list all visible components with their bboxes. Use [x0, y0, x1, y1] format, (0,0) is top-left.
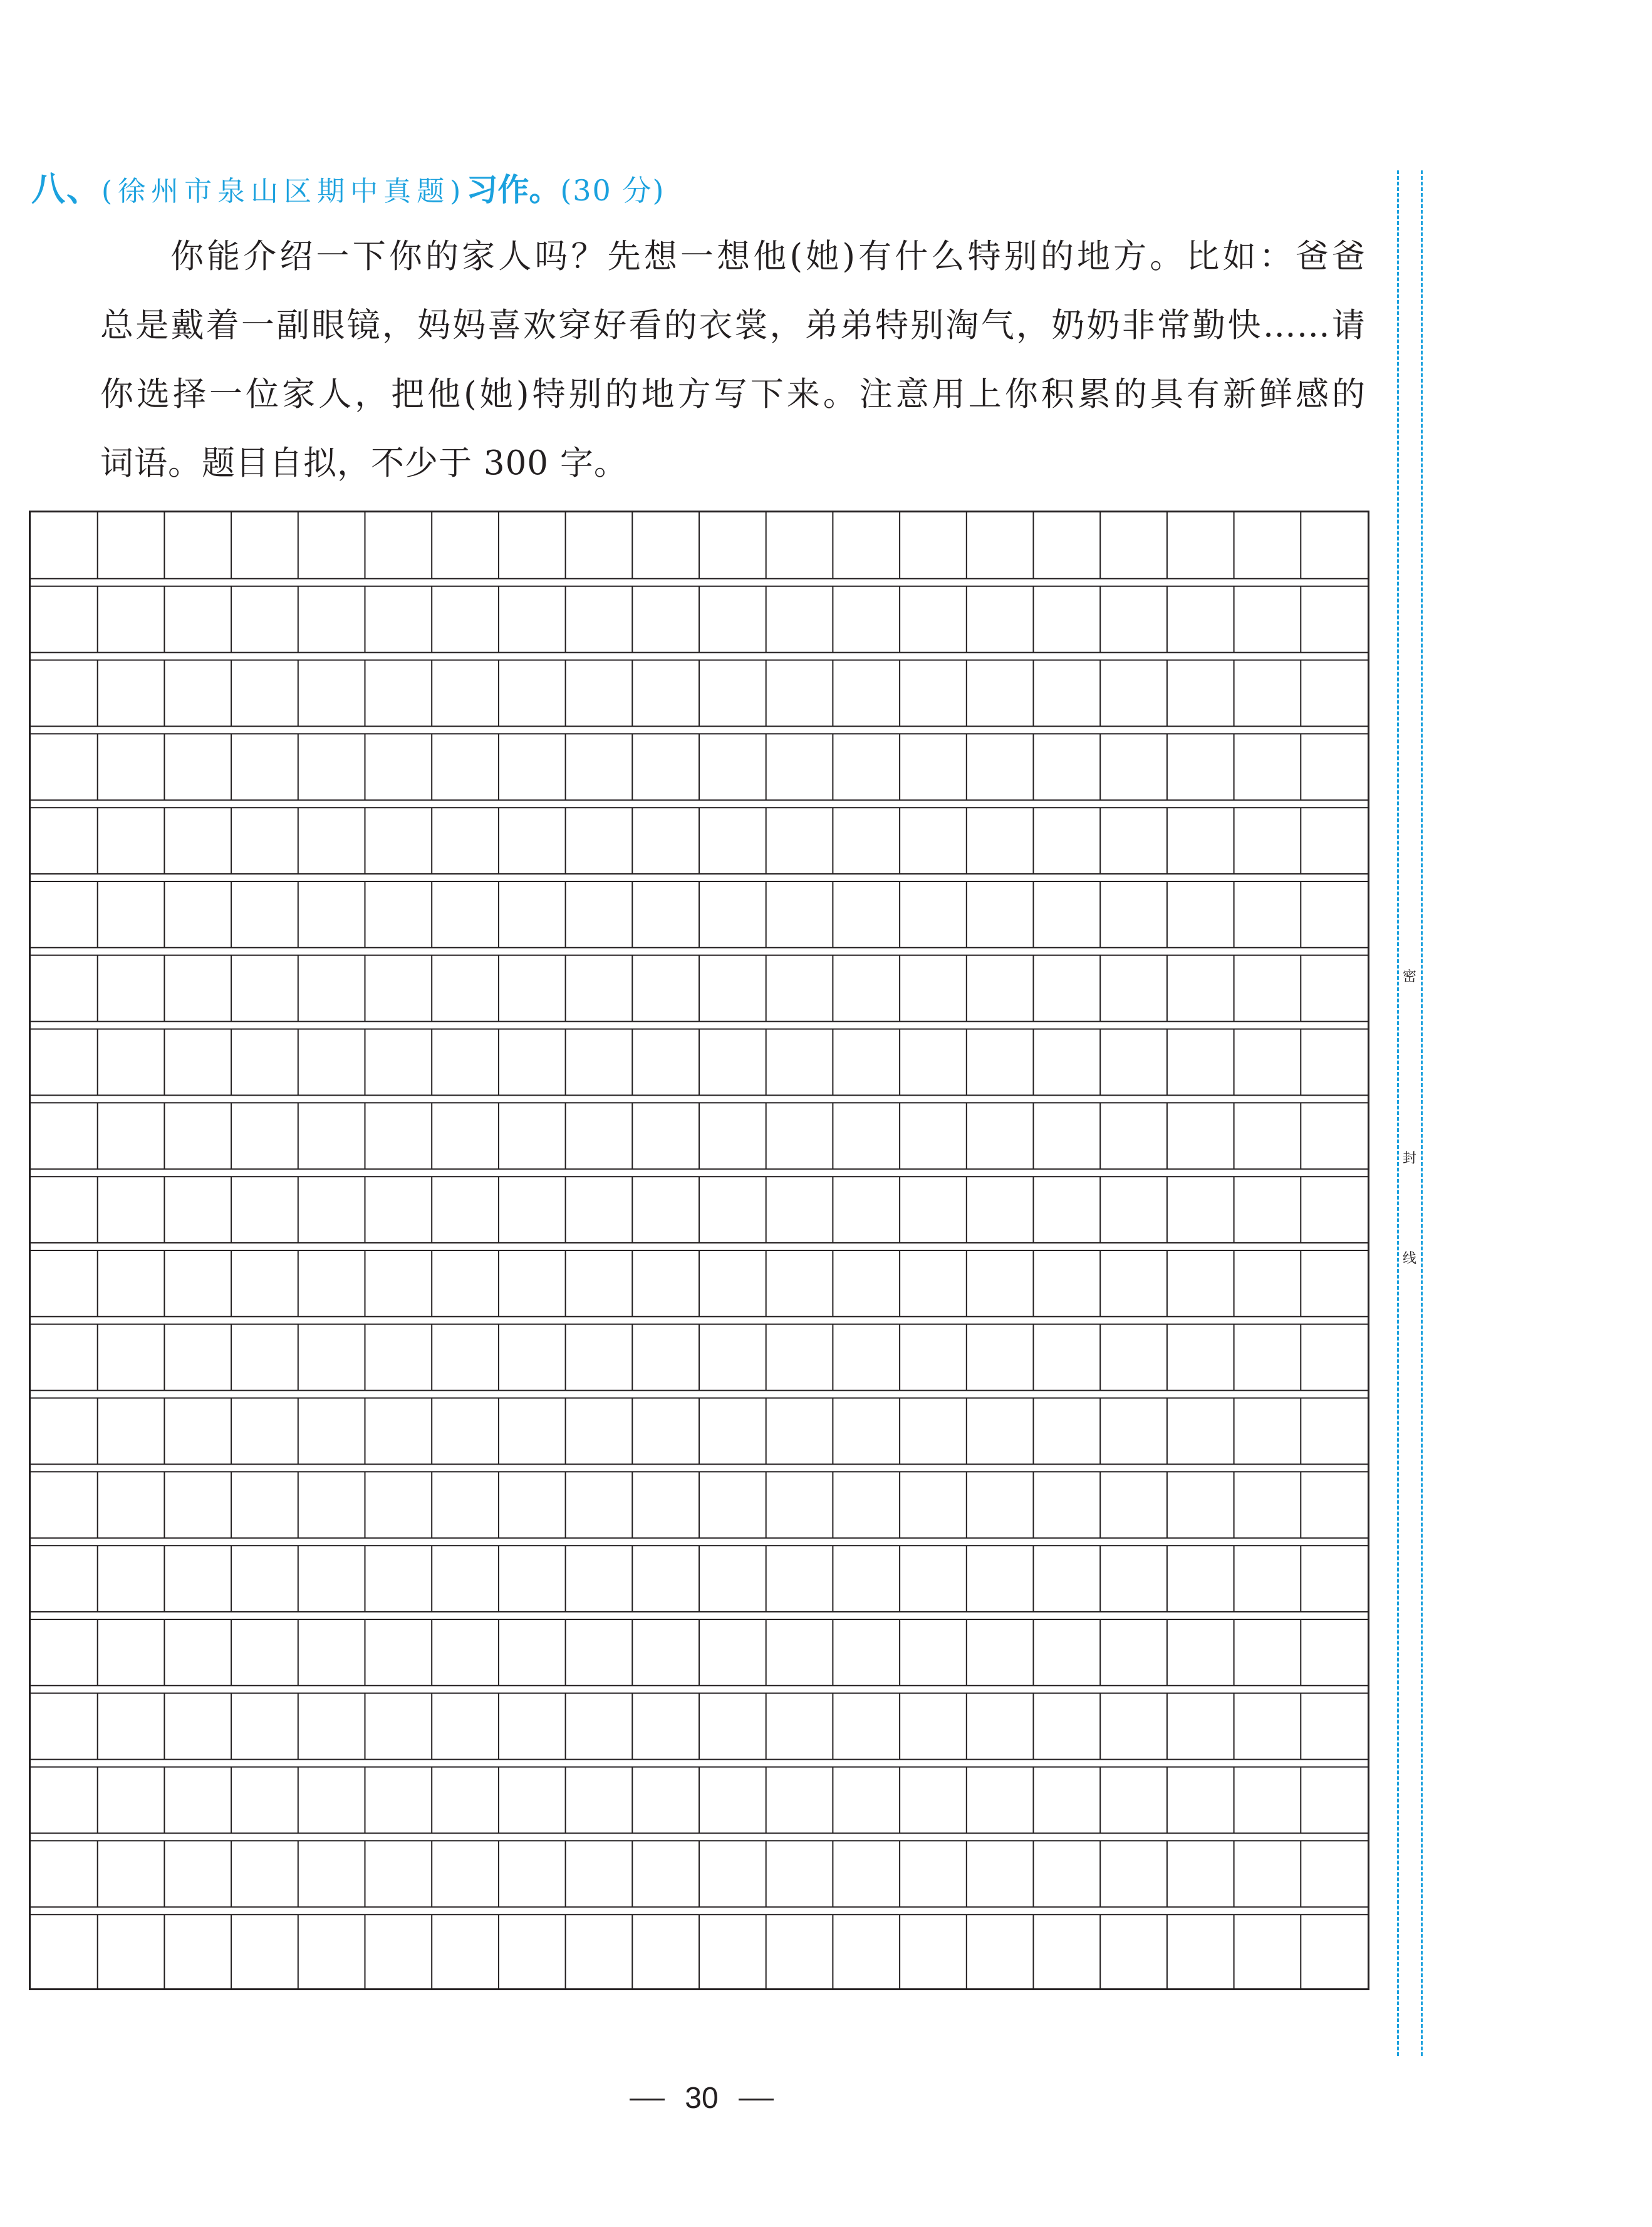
question-source: (徐州市泉山区期中真题): [101, 175, 467, 207]
prompt-line-2: 总是戴着一副眼镜，妈妈喜欢穿好看的衣裳，弟弟特别淘气，奶奶非常勤快……请: [100, 306, 1366, 345]
page-number-dash-right: [739, 2099, 774, 2100]
page-footer: [626, 2074, 777, 2124]
cut-line-char-2: 封: [1402, 1148, 1417, 1167]
question-task: 习作。: [466, 172, 561, 208]
composition-grid-lines: [31, 512, 1368, 1988]
question-number: 八、: [31, 169, 101, 209]
cut-line-dash-left: [1397, 170, 1399, 2056]
page-number: 30: [685, 2082, 719, 2115]
cut-line-char-1: 密: [1402, 966, 1417, 985]
cut-line-char-3: 线: [1402, 1248, 1417, 1267]
cut-line-dash-right: [1421, 170, 1423, 2056]
prompt-line-4: 词语。题目自拟，不少于 300 字。: [100, 444, 628, 482]
prompt-line-1: 你能介绍一下你的家人吗？先想一想他(她)有什么特别的地方。比如：爸爸: [170, 237, 1366, 276]
question-score: (30 分): [560, 174, 665, 207]
binding-cut-line: [1392, 170, 1423, 2056]
composition-grid[interactable]: [29, 511, 1369, 1990]
prompt-line-3: 你选择一位家人，把他(她)特别的地方写下来。注意用上你积累的具有新鲜感的: [100, 375, 1366, 413]
question-heading: [31, 164, 665, 214]
